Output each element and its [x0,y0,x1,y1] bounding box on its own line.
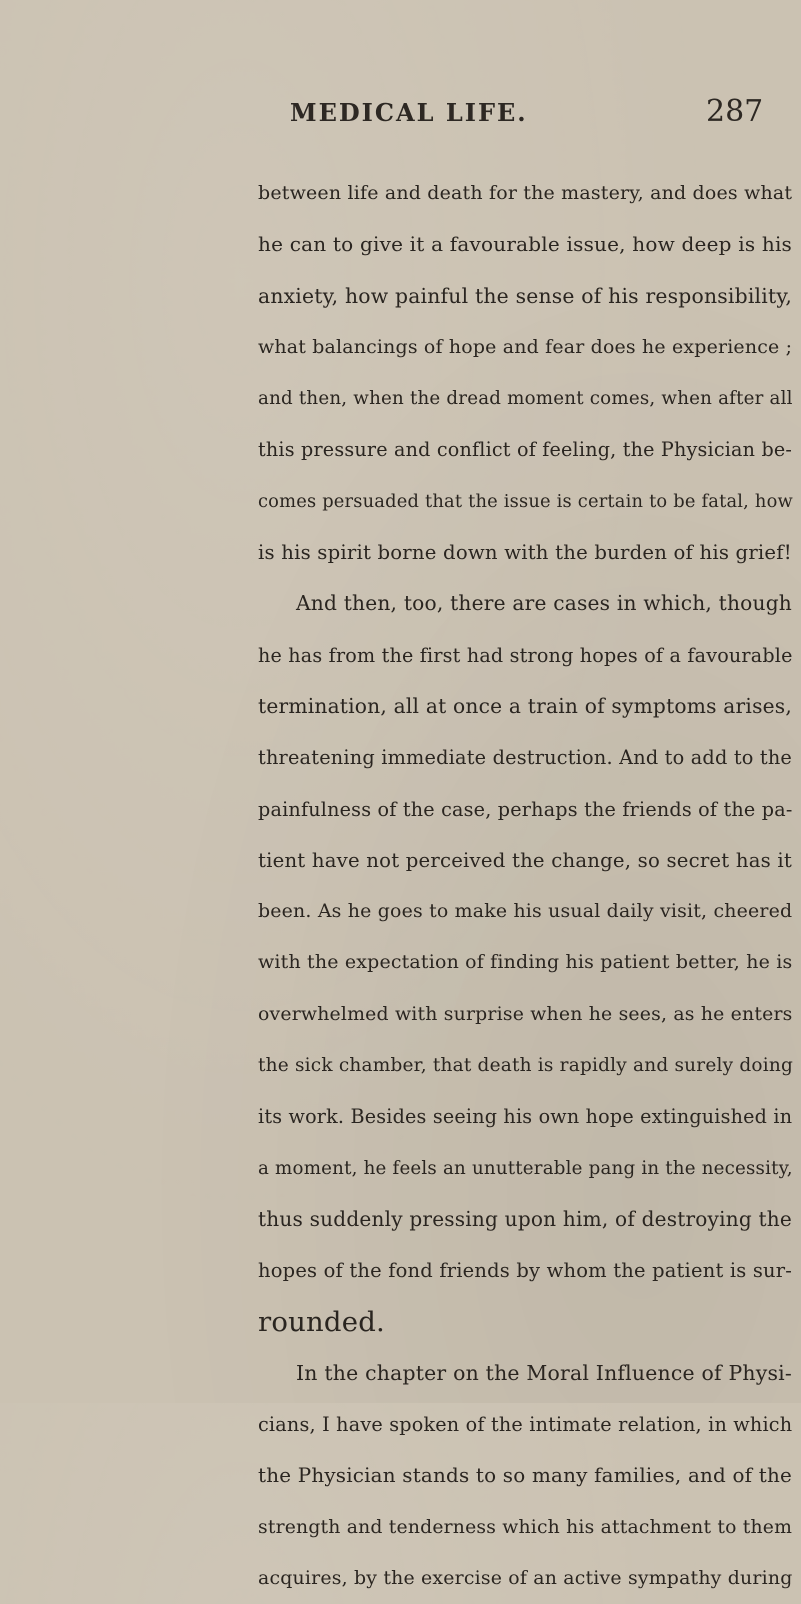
text-line: acquires, by the exercise of an active sympathy during [258,1567,793,1590]
text-line: painfulness of the case, perhaps the friends of the pa- [258,797,793,821]
text-line: cians, I have spoken of the intimate relation, in which [258,1413,793,1437]
text-line: been. As he goes to make his usual daily visit, cheered [258,900,793,923]
running-title: MEDICAL LIFE. [290,98,528,127]
text-line: hopes of the fond friends by whom the patient is sur- [258,1259,793,1283]
text-line: with the expectation of finding his patient better, he is [258,951,793,974]
text-line: rounded. [258,1305,385,1338]
page-number: 287 [706,94,764,129]
text-line: he can to give it a favourable issue, how deep is his [258,232,793,257]
text-line: overwhelmed with surprise when he sees, as he enters [258,1003,793,1025]
text-line: is his spirit borne down with the burden of his grief! [258,541,792,565]
text-line: the sick chamber, that death is rapidly and surely doing [258,1055,793,1077]
body-text [258,168,792,1604]
paragraph-start-line: And then, too, there are cases in which, though [296,591,792,616]
text-line: anxiety, how painful the sense of his responsibility, [258,283,792,308]
text-line: what balancings of hope and fear does he experience ; [258,335,793,358]
text-line: he has from the first had strong hopes of a favourable [258,643,793,667]
running-head [0,94,801,132]
text-line: the Physician stands to so many families, and of the [258,1464,792,1488]
text-line: threatening immediate destruction. And to add to the [258,746,793,770]
paragraph-start-line: In the chapter on the Moral Influence of Physi- [296,1360,792,1385]
text-line: a moment, he feels an unutterable pang in the necessity, [258,1157,793,1179]
text-line: between life and death for the mastery, and does what [258,182,793,204]
text-line: tient have not perceived the change, so secret has it [258,848,792,872]
text-line: its work. Besides seeing his own hope extinguished in [258,1105,793,1129]
text-line: comes persuaded that the issue is certain to be fatal, how [258,490,793,512]
text-line: termination, all at once a train of symptoms arises, [258,693,792,718]
text-line: this pressure and conflict of feeling, the Physician be- [258,438,793,462]
text-line: and then, when the dread moment comes, when after all [258,388,793,410]
text-line: thus suddenly pressing upon him, of destroying the [258,1206,792,1231]
text-line: strength and tenderness which his attachment to them [258,1516,793,1538]
